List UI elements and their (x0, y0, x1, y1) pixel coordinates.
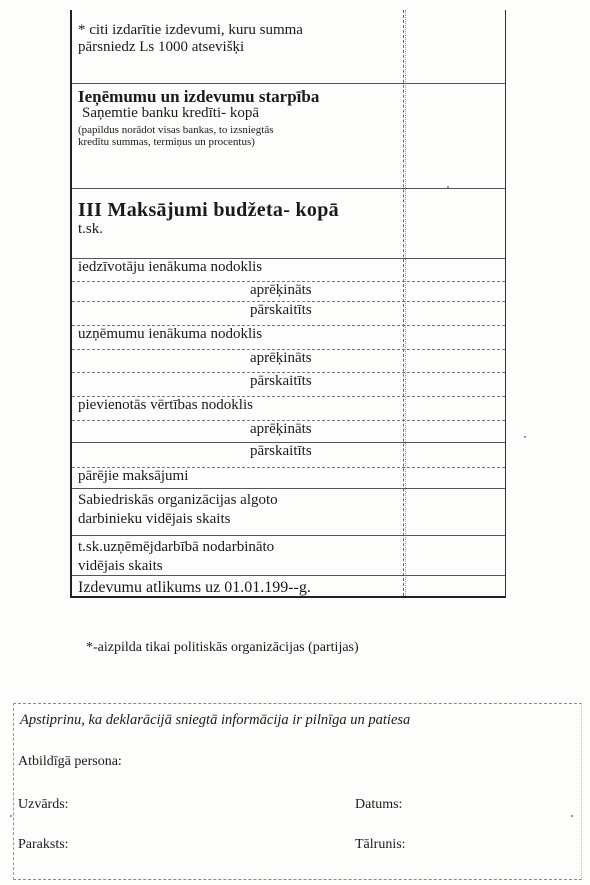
row-label-line: darbinieku vidējais skaits (78, 511, 231, 527)
surname-label: Uzvārds: (18, 797, 69, 812)
table-row-expense-balance (72, 575, 505, 596)
table-row-calculated (72, 349, 505, 367)
row-label: iedzīvotāju ienākuma nodoklis (78, 259, 263, 275)
row-label: Izdevumu atlikums uz 01.01.199--g. (78, 579, 311, 596)
table-row-transferred (72, 442, 505, 460)
signature-label: Paraksts: (18, 837, 69, 852)
table-row-vat (72, 396, 505, 414)
row-label-line: Sabiedriskās organizācijas algoto (78, 492, 278, 508)
footnote: *-aizpilda tikai politiskās organizācijas (partijas) (86, 640, 359, 655)
row-label-line: t.sk. (78, 221, 104, 237)
row-note-line: kredītu summas, termiņus un procentus) (78, 136, 255, 148)
table-row-calculated (72, 420, 505, 438)
row-label: pārskaitīts (250, 443, 312, 459)
row-title: Ieņēmumu un izdevumu starpība (78, 87, 320, 106)
responsible-person-label: Atbildīgā persona: (18, 754, 122, 769)
scan-speck (10, 815, 12, 817)
row-label: aprēķināts (250, 350, 312, 366)
table-row-business-employees (72, 535, 505, 575)
table-row-transferred (72, 372, 505, 390)
date-label: Datums: (355, 797, 403, 812)
row-title: III Maksājumi budžeta- kopā (78, 199, 339, 221)
table-row-calculated (72, 281, 505, 299)
table-row-other-expenses (72, 22, 505, 56)
row-label: uzņēmumu ienākuma nodoklis (78, 326, 263, 342)
row-label: pievienotās vērtības nodoklis (78, 397, 253, 413)
row-label: pārskaitīts (250, 302, 312, 318)
row-label: pārējie maksājumi (78, 468, 189, 484)
table-row-other-payments (72, 467, 505, 485)
row-label: aprēķināts (250, 282, 312, 298)
table-row-employees-count (72, 488, 505, 528)
table-row-income-difference (72, 83, 505, 148)
row-label-line: pārsniedz Ls 1000 atsevišķi (78, 39, 245, 55)
confirmation-statement: Apstiprinu, ka deklarācijā sniegtā informācija ir pilnīga un patiesa (20, 712, 411, 728)
table-row-personal-income-tax (72, 258, 505, 276)
declaration-table (70, 10, 506, 598)
scan-speck (524, 436, 526, 438)
table-row-corporate-income-tax (72, 325, 505, 343)
row-label-line: * citi izdarītie izdevumi, kuru summa (78, 22, 303, 38)
row-label: pārskaitīts (250, 373, 312, 389)
scan-speck (571, 815, 573, 817)
row-note-line: (papildus norādot visas bankas, to izsniegtās (78, 124, 274, 136)
row-label: aprēķināts (250, 421, 312, 437)
row-label-line: vidējais skaits (78, 558, 163, 574)
phone-label: Tālrunis: (355, 837, 406, 852)
confirmation-box (13, 703, 582, 880)
table-row-transferred (72, 301, 505, 319)
row-label-line: Saņemtie banku kredīti- kopā (82, 105, 260, 121)
scan-speck (447, 186, 449, 188)
table-row-budget-payments (72, 188, 505, 238)
row-label-line: t.sk.uzņēmējdarbībā nodarbināto (78, 539, 275, 555)
